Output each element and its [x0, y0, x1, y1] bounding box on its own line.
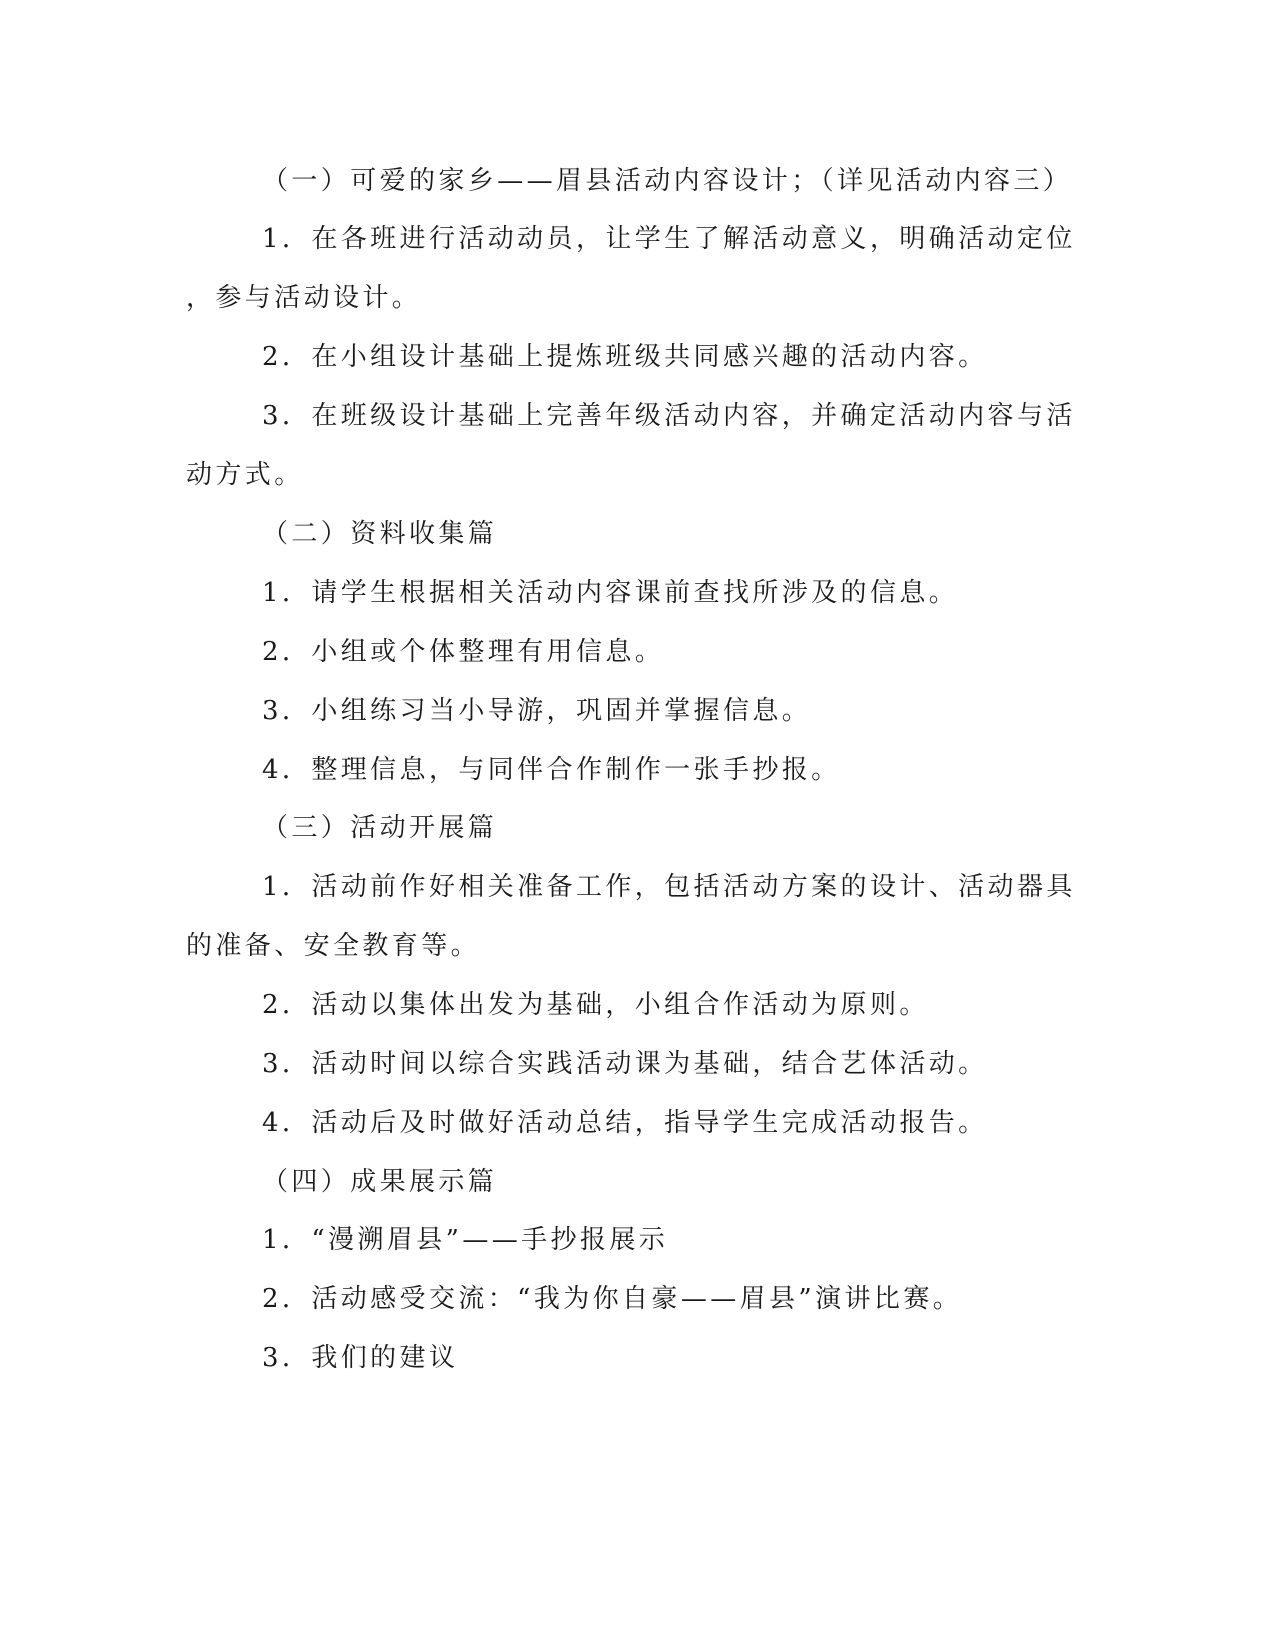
- paragraph-4-2: 2．活动感受交流：“我为你自豪——眉县”演讲比赛。: [262, 1284, 963, 1314]
- section-heading-4: （四）成果展示篇: [262, 1167, 498, 1197]
- paragraph-1-2: 2．在小组设计基础上提炼班级共同感兴趣的活动内容。: [262, 342, 988, 372]
- paragraph-2-4: 4．整理信息，与同伴合作制作一张手抄报。: [262, 755, 841, 785]
- section-heading-1: （一）可爱的家乡——眉县活动内容设计；（详见活动内容三）: [262, 166, 1073, 196]
- paragraph-3-4: 4．活动后及时做好活动总结，指导学生完成活动报告。: [262, 1108, 988, 1138]
- paragraph-1-3: 3．在班级设计基础上完善年级活动内容，并确定活动内容与活: [262, 401, 1076, 431]
- paragraph-2-2: 2．小组或个体整理有用信息。: [262, 637, 665, 667]
- section-heading-3: （三）活动开展篇: [262, 813, 498, 843]
- paragraph-1-1: 1．在各班进行活动动员，让学生了解活动意义，明确活动定位: [262, 224, 1076, 254]
- paragraph-3-3: 3．活动时间以综合实践活动课为基础，结合艺体活动。: [262, 1049, 988, 1079]
- section-heading-2: （二）资料收集篇: [262, 519, 498, 549]
- paragraph-3-1-cont: 的准备、安全教育等。: [186, 931, 481, 961]
- paragraph-1-1-cont: ，参与活动设计。: [186, 283, 422, 313]
- paragraph-2-3: 3．小组练习当小导游，巩固并掌握信息。: [262, 696, 812, 726]
- paragraph-4-1: 1．“漫溯眉县”——手抄报展示: [262, 1225, 669, 1255]
- paragraph-4-3: 3．我们的建议: [262, 1343, 459, 1373]
- paragraph-3-2: 2．活动以集体出发为基础，小组合作活动为原则。: [262, 990, 929, 1020]
- paragraph-2-1: 1．请学生根据相关活动内容课前查找所涉及的信息。: [262, 578, 959, 608]
- paragraph-1-3-cont: 动方式。: [186, 460, 304, 490]
- paragraph-3-1: 1．活动前作好相关准备工作，包括活动方案的设计、活动器具: [262, 872, 1076, 902]
